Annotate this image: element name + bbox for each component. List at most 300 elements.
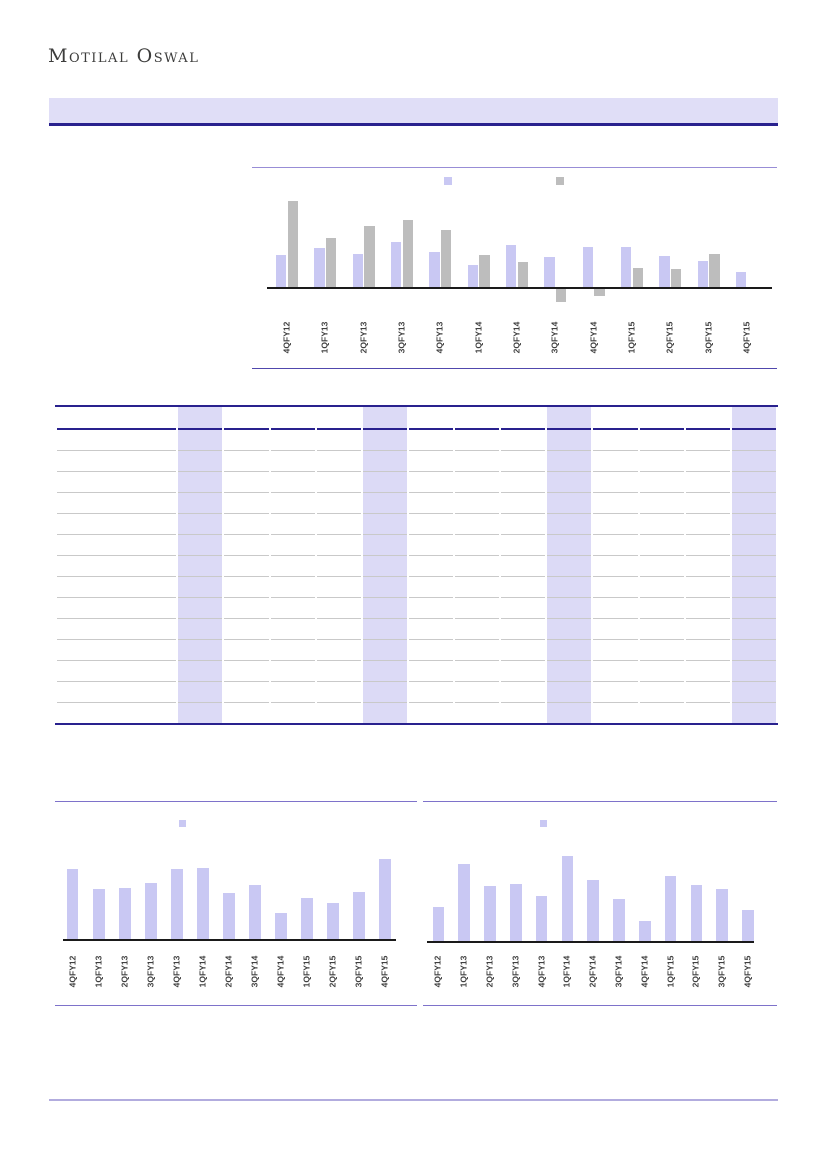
bar-series-lavender-4QFY13 [536,896,548,941]
bar-series-lavender-2QFY14 [506,245,516,287]
table-cell [547,514,591,535]
table-cell [409,640,453,661]
table-cell [686,661,730,682]
table-header-cell [57,407,176,430]
table-cell [686,430,730,451]
x-axis-label: 2QFY15 [690,955,701,988]
x-axis-label: 3QFY15 [353,955,364,988]
bar-series-lavender-2QFY13 [119,888,131,939]
table-row [57,661,776,682]
bar-series-lavender-4QFY12 [67,869,79,939]
bar-series-gray-4QFY12 [288,201,298,287]
table-cell [224,661,268,682]
table-row [57,472,776,493]
table-row [57,535,776,556]
bar-series-lavender-3QFY13 [510,884,522,941]
table-cell [732,682,776,703]
table-row [57,682,776,703]
x-axis-label: 3QFY13 [145,955,156,988]
x-axis-label: 4QFY15 [741,321,752,354]
x-axis-label: 2QFY15 [664,321,675,354]
table-cell [686,556,730,577]
legend-swatch [556,177,564,185]
table-row [57,493,776,514]
table-cell [640,556,684,577]
x-axis-label: 1QFY15 [301,955,312,988]
table-cell [409,577,453,598]
table-cell [271,619,315,640]
bottom-left-quarterly-chart [55,801,417,1006]
bar-series-lavender-1QFY15 [301,898,313,939]
table-cell [501,493,545,514]
table-cell [363,451,407,472]
table-header-cell [178,407,222,430]
x-axis-label: 1QFY14 [561,955,572,988]
table-cell [363,577,407,598]
table-cell [178,577,222,598]
bar-series-lavender-4QFY12 [276,255,286,287]
bar-series-lavender-2QFY15 [691,885,703,941]
table-cell [178,493,222,514]
table-cell [686,598,730,619]
bar-series-gray-2QFY13 [364,226,374,287]
table-cell [732,703,776,723]
table-cell [732,493,776,514]
table-cell [455,493,499,514]
table-cell [317,430,361,451]
table-cell [271,514,315,535]
brand-logo: Motilal Oswal [48,45,200,67]
table-cell [363,640,407,661]
bar-series-gray-3QFY13 [403,220,413,287]
bar-series-lavender-4QFY14 [639,921,651,941]
table-cell [178,661,222,682]
table-cell [224,493,268,514]
x-axis-line [267,287,772,289]
table-cell [363,598,407,619]
table-cell [501,661,545,682]
bar-series-lavender-4QFY14 [275,913,287,939]
table-cell [271,682,315,703]
table-row [57,640,776,661]
table-cell [178,598,222,619]
table-cell [732,514,776,535]
table-cell [409,514,453,535]
table-cell [593,430,637,451]
table-cell [640,682,684,703]
bar-series-lavender-1QFY13 [458,864,470,941]
bar-series-lavender-1QFY14 [562,856,574,941]
bar-series-lavender-1QFY14 [468,265,478,287]
table-cell [547,703,591,723]
table-cell [178,535,222,556]
bar-series-lavender-3QFY14 [613,899,625,941]
bar-series-lavender-4QFY12 [433,907,445,941]
x-axis-label: 1QFY14 [197,955,208,988]
table-cell [732,472,776,493]
bar-series-gray-3QFY15 [709,254,719,287]
table-cell [224,472,268,493]
table-cell [224,640,268,661]
table-header-cell [593,407,637,430]
table-cell [455,598,499,619]
table-row [57,430,776,451]
x-axis-label: 4QFY13 [536,955,547,988]
bar-series-lavender-4QFY15 [742,910,754,941]
table-cell [593,451,637,472]
table-cell [547,535,591,556]
legend-swatch [179,820,186,827]
table-cell [178,514,222,535]
table-cell [178,619,222,640]
table-header-cell [501,407,545,430]
table-cell [317,640,361,661]
bar-series-lavender-4QFY14 [583,247,593,287]
table-cell [57,682,176,703]
table-cell [57,451,176,472]
table-cell [640,619,684,640]
table-cell [178,472,222,493]
table-cell [686,682,730,703]
table-cell [455,703,499,723]
table-header-cell [224,407,268,430]
table-cell [686,451,730,472]
bar-series-lavender-4QFY13 [429,252,439,287]
table-cell [732,577,776,598]
table-cell [409,430,453,451]
table-cell [640,472,684,493]
table-cell [547,556,591,577]
x-axis-label: 1QFY13 [93,955,104,988]
table-cell [271,703,315,723]
quarterly-financials-table [55,405,778,725]
table-header-row [57,407,776,430]
table-cell [409,661,453,682]
table-cell [409,472,453,493]
x-axis-label: 2QFY14 [223,955,234,988]
table-cell [363,535,407,556]
table-cell [547,619,591,640]
table-cell [57,430,176,451]
table-row [57,577,776,598]
table-header-cell [547,407,591,430]
table-cell [317,619,361,640]
bar-series-lavender-2QFY15 [327,903,339,939]
bar-series-lavender-3QFY14 [249,885,261,939]
x-axis-label: 2QFY15 [327,955,338,988]
table-cell [455,619,499,640]
table-cell [547,493,591,514]
table-header-cell [455,407,499,430]
table-cell [224,682,268,703]
table-cell [455,640,499,661]
table-cell [409,493,453,514]
bottom-right-quarterly-chart [423,801,777,1006]
x-axis-label: 4QFY13 [171,955,182,988]
table-row [57,514,776,535]
table-cell [224,451,268,472]
table-cell [57,535,176,556]
table-cell [501,619,545,640]
table-cell [732,598,776,619]
table-cell [178,703,222,723]
bar-series-lavender-1QFY13 [93,889,105,939]
table-cell [732,430,776,451]
table-cell [271,598,315,619]
x-axis-label: 1QFY15 [665,955,676,988]
table-cell [501,514,545,535]
table-cell [455,472,499,493]
x-axis-label: 4QFY13 [434,321,445,354]
x-axis-label: 3QFY15 [703,321,714,354]
bar-series-lavender-1QFY15 [665,876,677,941]
title-banner [49,98,778,126]
bar-series-gray-4QFY13 [441,230,451,287]
x-axis-line [63,939,396,941]
bar-series-lavender-2QFY14 [587,880,599,941]
table-row [57,598,776,619]
table-cell [57,472,176,493]
table-cell [455,556,499,577]
table-cell [57,577,176,598]
table-cell [686,535,730,556]
x-axis-label: 1QFY13 [458,955,469,988]
table-cell [363,493,407,514]
table-cell [317,493,361,514]
bar-series-lavender-2QFY14 [223,893,235,939]
table-cell [640,598,684,619]
table-cell [363,619,407,640]
table-header-cell [732,407,776,430]
x-axis-label: 3QFY15 [716,955,727,988]
table-cell [409,556,453,577]
table-header-cell [317,407,361,430]
table-cell [317,472,361,493]
table-cell [455,514,499,535]
table-cell [593,598,637,619]
table-cell [593,661,637,682]
table-cell [271,451,315,472]
table-cell [271,640,315,661]
bar-series-lavender-4QFY13 [171,869,183,939]
table-cell [178,682,222,703]
x-axis-label: 4QFY12 [281,321,292,354]
bar-series-lavender-3QFY15 [353,892,365,939]
table-cell [640,535,684,556]
table-cell [409,451,453,472]
x-axis-label: 1QFY14 [473,321,484,354]
table-cell [363,682,407,703]
bar-series-lavender-3QFY13 [145,883,157,939]
table-row [57,451,776,472]
table-cell [593,514,637,535]
bar-series-lavender-2QFY13 [353,254,363,287]
table-cell [640,493,684,514]
table-cell [317,703,361,723]
table-cell [178,640,222,661]
table-cell [409,619,453,640]
table-cell [455,451,499,472]
bar-series-gray-1QFY14 [479,255,489,287]
bar-series-lavender-1QFY13 [314,248,324,287]
table-cell [732,556,776,577]
x-axis-label: 3QFY14 [613,955,624,988]
bar-series-lavender-4QFY15 [379,859,391,939]
bar-series-lavender-2QFY15 [659,256,669,287]
table-cell [593,556,637,577]
table-cell [409,682,453,703]
table-cell [363,703,407,723]
table-row [57,703,776,723]
table-cell [547,682,591,703]
table-cell [640,577,684,598]
table-cell [57,640,176,661]
table-cell [317,535,361,556]
x-axis-label: 4QFY14 [639,955,650,988]
x-axis-label: 1QFY15 [626,321,637,354]
table-cell [57,514,176,535]
table-cell [686,472,730,493]
table-cell [640,514,684,535]
table-cell [317,577,361,598]
table-header-cell [686,407,730,430]
table-cell [732,619,776,640]
table-cell [224,619,268,640]
table-row [57,619,776,640]
table-cell [224,556,268,577]
x-axis-line [427,941,754,943]
x-axis-label: 4QFY12 [67,955,78,988]
table-cell [271,556,315,577]
table-header-cell [409,407,453,430]
table-cell [547,430,591,451]
table-cell [640,703,684,723]
table-cell [224,430,268,451]
x-axis-label: 4QFY15 [742,955,753,988]
table-cell [178,430,222,451]
table-grid [55,407,778,723]
table-cell [547,451,591,472]
bar-series-gray-1QFY13 [326,238,336,287]
table-cell [57,493,176,514]
bar-series-lavender-1QFY14 [197,868,209,939]
table-cell [732,451,776,472]
x-axis-label: 3QFY14 [549,321,560,354]
table-cell [271,472,315,493]
x-axis-label: 4QFY14 [275,955,286,988]
table-cell [178,451,222,472]
x-axis-label: 2QFY14 [587,955,598,988]
table-cell [455,535,499,556]
table-cell [224,535,268,556]
quarterly-dual-series-chart [252,167,777,369]
table-cell [363,472,407,493]
table-cell [224,598,268,619]
table-cell [317,598,361,619]
bar-series-gray-2QFY14 [518,262,528,287]
x-axis-label: 2QFY13 [484,955,495,988]
table-cell [363,514,407,535]
bar-series-gray-3QFY14 [556,287,566,302]
table-header-cell [363,407,407,430]
table-cell [409,703,453,723]
table-cell [686,703,730,723]
table-cell [501,598,545,619]
table-cell [57,556,176,577]
table-cell [224,577,268,598]
table-cell [455,682,499,703]
table-cell [271,430,315,451]
table-cell [593,472,637,493]
legend-swatch [444,177,452,185]
table-cell [363,661,407,682]
bar-series-lavender-1QFY15 [621,247,631,287]
x-axis-label: 3QFY14 [249,955,260,988]
table-cell [224,514,268,535]
table-cell [501,451,545,472]
x-axis-label: 4QFY15 [379,955,390,988]
table-cell [732,640,776,661]
table-cell [501,535,545,556]
table-cell [57,703,176,723]
table-cell [640,640,684,661]
x-axis-label: 4QFY12 [432,955,443,988]
bar-series-lavender-2QFY13 [484,886,496,941]
footer-divider-line [49,1099,778,1101]
table-cell [593,535,637,556]
table-cell [57,661,176,682]
table-cell [640,451,684,472]
table-cell [501,682,545,703]
table-cell [686,493,730,514]
table-cell [501,472,545,493]
table-cell [593,640,637,661]
table-cell [57,619,176,640]
x-axis-label: 2QFY13 [119,955,130,988]
x-axis-label: 3QFY13 [396,321,407,354]
table-cell [455,430,499,451]
table-cell [547,472,591,493]
bar-series-lavender-3QFY15 [698,261,708,287]
table-header-cell [271,407,315,430]
table-cell [547,640,591,661]
table-cell [501,430,545,451]
bar-series-lavender-3QFY13 [391,242,401,287]
table-cell [409,535,453,556]
table-row [57,556,776,577]
table-cell [501,577,545,598]
table-cell [409,598,453,619]
table-cell [501,703,545,723]
table-cell [593,682,637,703]
table-cell [317,556,361,577]
table-cell [317,661,361,682]
table-cell [363,430,407,451]
table-cell [640,661,684,682]
table-cell [271,493,315,514]
table-cell [178,556,222,577]
bar-series-lavender-3QFY15 [716,889,728,941]
bar-series-gray-2QFY15 [671,269,681,287]
x-axis-label: 3QFY13 [510,955,521,988]
table-cell [732,535,776,556]
x-axis-label: 4QFY14 [588,321,599,354]
table-cell [686,577,730,598]
table-cell [271,661,315,682]
table-cell [732,661,776,682]
table-cell [593,703,637,723]
legend-swatch [540,820,547,827]
